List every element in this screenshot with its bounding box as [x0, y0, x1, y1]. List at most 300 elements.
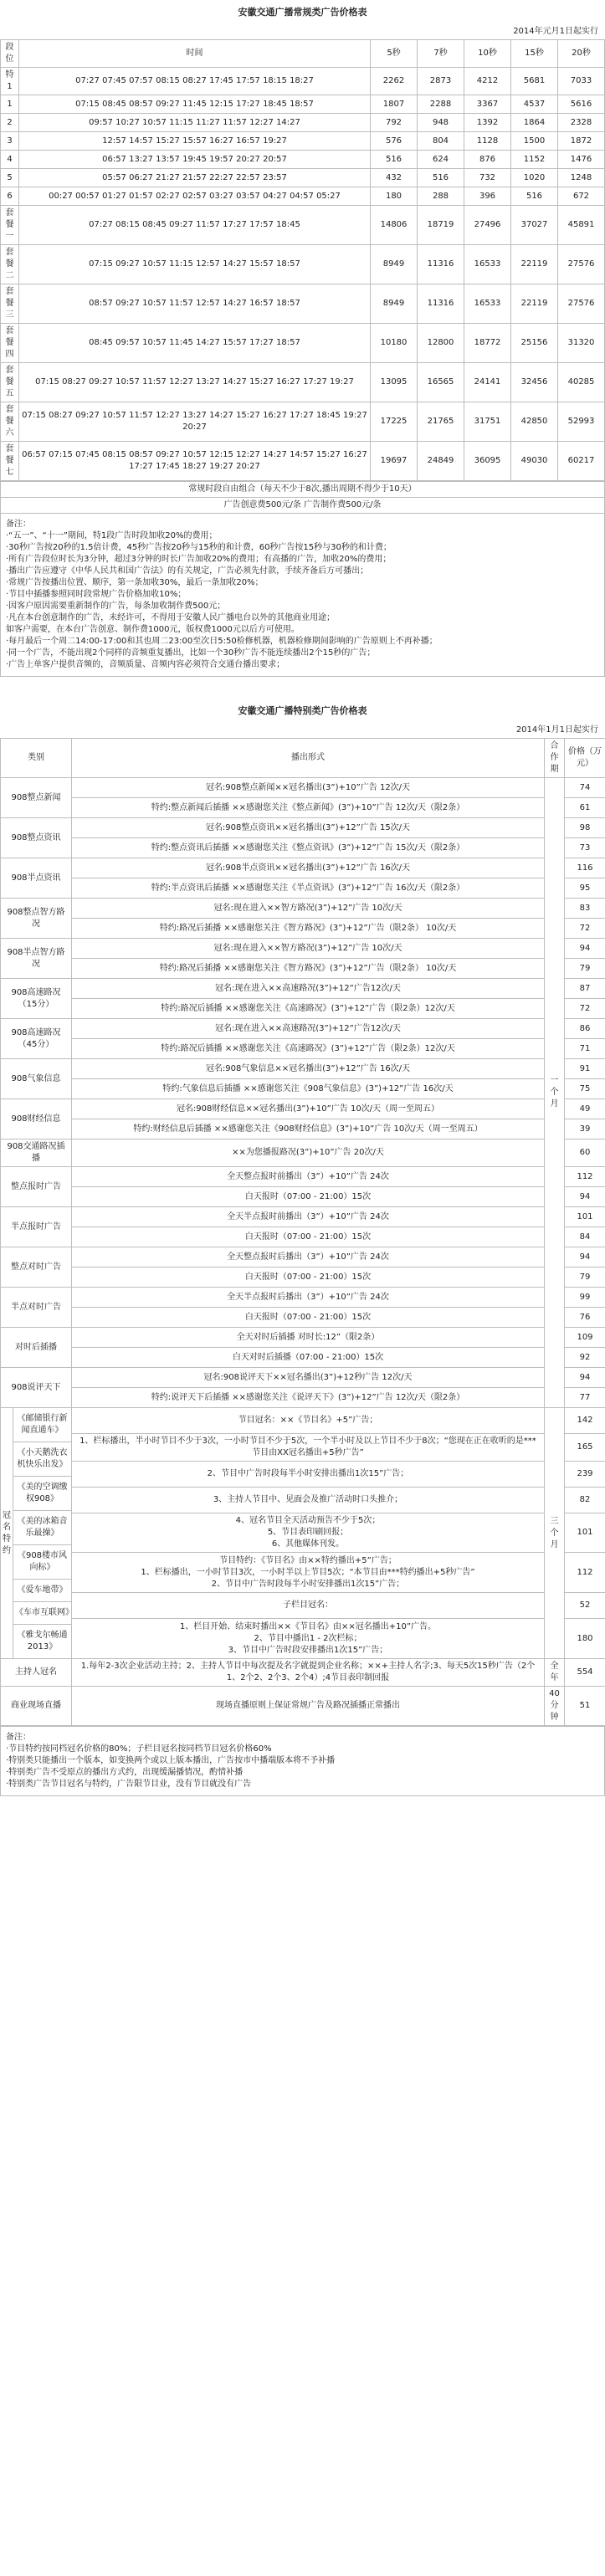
note-line: 备注：	[6, 520, 31, 529]
table-row	[1, 1268, 605, 1288]
naming-form-cell	[72, 1553, 545, 1593]
form-cell: 特约:整点资讯后插播 ××感谢您关注《整点资讯》(3”)+12”广告 15次/天（限2条）	[72, 838, 545, 858]
price-cell: 61	[565, 798, 605, 818]
form-cell: 白天对时后插播（07:00 - 21:00）15次	[72, 1348, 545, 1368]
price-cell: 94	[565, 939, 605, 959]
price-cell: 1872	[558, 132, 605, 151]
price-cell: 109	[565, 1328, 605, 1348]
price-cell: 101	[565, 1207, 605, 1227]
price-cell: 165	[565, 1433, 605, 1462]
time-cell: 07:15 08:27 09:27 10:57 11:57 12:27 13:27 14:27 15:27 16:27 17:27 19:27	[19, 363, 371, 402]
price-cell: 5616	[558, 95, 605, 114]
segment-cell: 套餐一	[1, 206, 19, 245]
price-cell: 180	[565, 1619, 605, 1659]
form-cell: 特约:财经信息后插播 ××感谢您关注《908财经信息》(3”)+10”广告 10次/天（周一至周五）	[72, 1119, 545, 1139]
table-row	[1, 979, 605, 999]
price-cell: 31320	[558, 324, 605, 363]
time-cell: 07:15 09:27 10:57 11:15 12:57 14:27 15:57 18:57	[19, 245, 371, 284]
category-cell: 908说评天下	[1, 1368, 72, 1408]
table-row	[1, 1227, 605, 1247]
price-cell: 18719	[418, 206, 464, 245]
form-cell: 全天整点报时前播出（3”）+10”广告 24次	[72, 1167, 545, 1187]
form-cell: 全天对时后插播 对时长:12”（限2条）	[72, 1328, 545, 1348]
price-cell: 17225	[371, 402, 418, 442]
table-header-row	[1, 739, 605, 778]
segment-cell: 套餐三	[1, 284, 19, 324]
notes-block	[1, 514, 605, 677]
price-cell: 13095	[371, 363, 418, 402]
naming-program: 《爱车地带》	[13, 1580, 71, 1602]
category-cell: 商业现场直播	[1, 1687, 72, 1726]
price-cell: 2288	[418, 95, 464, 114]
sheet2-title: 安徽交通广播特别类广告价格表	[238, 705, 367, 716]
table-row	[1, 1039, 605, 1059]
duration-cell: 40分钟	[545, 1687, 565, 1726]
table-row	[1, 1187, 605, 1207]
price-cell: 79	[565, 959, 605, 979]
naming-form-cell	[72, 1408, 545, 1434]
note-line: ·节目中插播参照同时段常规广告价格加收10%；	[6, 590, 187, 599]
category-cell: 半点对时广告	[1, 1288, 72, 1328]
form-line: 1、栏目开始、结束时播出××《节目名》由××冠名播出+10”广告。	[179, 1621, 437, 1631]
duration-cell: 三个月	[545, 1408, 565, 1659]
price-cell: 91	[565, 1059, 605, 1079]
price-cell: 95	[565, 878, 605, 899]
price-cell: 31751	[464, 402, 511, 442]
form-cell: 1.每年2-3次企业活动主持；2、主持人节目中每次提及名字就提到企业名称；××+主持人名字;3、每天5次15秒广告（2个1、2个2、2个3、2个4）;4节目表印制回报	[72, 1659, 545, 1687]
price-cell: 288	[418, 187, 464, 206]
price-cell: 11316	[418, 284, 464, 324]
price-cell: 25156	[511, 324, 558, 363]
table-row	[1, 284, 605, 324]
table-row	[1, 1167, 605, 1187]
price-cell: 112	[565, 1167, 605, 1187]
form-cell: 特约:整点新闻后插播 ××感谢您关注《整点新闻》(3”)+10”广告 12次/天（限2条）	[72, 798, 545, 818]
price-cell: 876	[464, 151, 511, 169]
time-cell: 07:27 07:45 07:57 08:15 08:27 17:45 17:57 18:15 18:27	[19, 68, 371, 95]
segment-cell: 1	[1, 95, 19, 114]
naming-program: 《美的冰箱音乐最操》	[13, 1511, 71, 1545]
sheet1-date: 2014年元月1日起实行	[513, 27, 598, 36]
price-cell: 10180	[371, 324, 418, 363]
price-cell: 2873	[418, 68, 464, 95]
price-cell: 98	[565, 818, 605, 838]
price-cell: 112	[565, 1553, 605, 1593]
price-cell: 7033	[558, 68, 605, 95]
price-cell: 4537	[511, 95, 558, 114]
note-line: ·30秒广告按20秒的1.5倍计费，45秒广告按20秒与15秒的和计费，60秒广告按15秒与30秒的和计费；	[6, 543, 392, 552]
form-cell: 白天报时（07:00 - 21:00）15次	[72, 1227, 545, 1247]
price-cell: 516	[371, 151, 418, 169]
price-cell: 22119	[511, 245, 558, 284]
form-cell: 特约:半点资讯后插播 ××感谢您关注《半点资讯》(3”)+12”广告 16次/天（限2条）	[72, 878, 545, 899]
price-cell: 72	[565, 919, 605, 939]
special-price-table	[0, 738, 605, 1726]
table-row	[1, 1079, 605, 1099]
table-row	[1, 1119, 605, 1139]
header-duration: 合作期	[545, 739, 565, 778]
time-cell: 08:45 09:57 10:57 11:45 14:27 15:57 17:27 18:57	[19, 324, 371, 363]
time-cell: 00:27 00:57 01:27 01:57 02:27 02:57 03:27 03:57 04:27 04:57 05:27	[19, 187, 371, 206]
price-cell: 52	[565, 1593, 605, 1619]
note-line: ·广告上单客户提供音频的，音频质量、音频内容必须符合交通台播出要求；	[6, 660, 285, 669]
table-row	[1, 1139, 605, 1167]
note-line: ·每月最后一个周二14:00-17:00和其也周二23:00至次日5:50检修机器，机器检修期间影响的广告原则上不再补播；	[6, 637, 438, 646]
table-row	[1, 1099, 605, 1119]
header-form: 播出形式	[72, 739, 545, 778]
price-cell: 49030	[511, 442, 558, 481]
price-cell: 36095	[464, 442, 511, 481]
price-cell: 101	[565, 1513, 605, 1553]
price-cell: 40285	[558, 363, 605, 402]
header-5s: 5秒	[371, 40, 418, 68]
note-line: ·同一个广告，不能出现2个同样的音频重复播出，比如一个30秒广告不能连续播出2个15秒的广告；	[6, 648, 376, 658]
table-row	[1, 114, 605, 132]
naming-form-cell	[72, 1462, 545, 1488]
note-line: ·所有广告段位时长为3分钟，超过3分钟的时长广告加收20%的费用；有高播的广告，加收20%的费用；	[6, 555, 392, 564]
naming-program: 《小天鹅洗衣机快乐出发》	[13, 1442, 71, 1477]
naming-category-cell	[1, 1408, 72, 1659]
price-cell: 37027	[511, 206, 558, 245]
naming-form-cell	[72, 1593, 545, 1619]
naming-form-cell	[72, 1433, 545, 1462]
table-header-row	[1, 40, 605, 68]
price-cell: 2262	[371, 68, 418, 95]
form-line: 2、节目中播出1 - 2次栏标；	[254, 1633, 362, 1643]
form-line: 4、冠名节目全天活动预告不少于5次；	[235, 1515, 381, 1525]
segment-cell: 4	[1, 151, 19, 169]
note-line: ·凡在本台创意制作的广告，未经许可，不得用于安徽人民广播电台以外的其他商业用途；	[6, 613, 336, 622]
table-row	[1, 363, 605, 402]
time-cell: 07:27 08:15 08:45 09:27 11:57 17:27 17:57 18:45	[19, 206, 371, 245]
form-line: 2、节目中广告时段每半小时安排出播出1次15”广告；	[207, 1469, 409, 1479]
price-cell: 672	[558, 187, 605, 206]
naming-program: 《美的空调缴权908》	[13, 1477, 71, 1511]
naming-row	[1, 1462, 605, 1488]
category-cell: 对时后插播	[1, 1328, 72, 1368]
form-cell: 全天半点报时后播出（3”）+10”广告 24次	[72, 1288, 545, 1308]
form-cell: 冠名:908气象信息××冠名播出(3”)+12”广告 16次/天	[72, 1059, 545, 1079]
price-cell: 1392	[464, 114, 511, 132]
price-cell: 60	[565, 1139, 605, 1167]
naming-program-list	[13, 1408, 74, 1658]
price-cell: 51	[565, 1687, 605, 1726]
segment-cell: 2	[1, 114, 19, 132]
price-cell: 8949	[371, 245, 418, 284]
form-cell: 全天半点报时前播出（3”）+10”广告 24次	[72, 1207, 545, 1227]
price-cell: 83	[565, 899, 605, 919]
price-cell: 92	[565, 1348, 605, 1368]
price-cell: 84	[565, 1227, 605, 1247]
price-cell: 116	[565, 858, 605, 878]
form-cell: 特约:路况后插播 ××感谢您关注《智方路况》(3”)+12”广告（限2条） 10次/天	[72, 919, 545, 939]
price-cell: 732	[464, 169, 511, 187]
price-cell: 142	[565, 1408, 605, 1434]
table-row	[1, 1368, 605, 1388]
table-row	[1, 442, 605, 481]
table-row	[1, 169, 605, 187]
price-cell: 39	[565, 1119, 605, 1139]
form-line: 1、栏标播出，一小时节目3次，一小时半以上节目5次；“本节目由***特约播出+5秒广告”	[141, 1567, 475, 1577]
price-cell: 576	[371, 132, 418, 151]
form-cell: 白天报时（07:00 - 21:00）15次	[72, 1308, 545, 1328]
price-cell: 554	[565, 1659, 605, 1687]
sheet-special-prices	[0, 699, 605, 1796]
form-cell: 冠名:现在进入××高速路况(3”)+12”广告12次/天	[72, 979, 545, 999]
category-cell: 908气象信息	[1, 1059, 72, 1099]
price-cell: 5681	[511, 68, 558, 95]
price-cell: 27576	[558, 284, 605, 324]
naming-form-cell	[72, 1513, 545, 1553]
naming-label: 冠名特约	[1, 1408, 13, 1658]
price-cell: 82	[565, 1487, 605, 1513]
price-cell: 24849	[418, 442, 464, 481]
price-cell: 948	[418, 114, 464, 132]
note-line: ·特别类只能播出一个版本，如变换两个或以上版本播出，广告按市中播端版本将不予补播	[6, 1756, 336, 1765]
note-line: ·因客户原因需要重新制作的广告，每条加收制作费500元；	[6, 602, 226, 611]
combo-note: 常规时段自由组合（每天不少于8次,播出周期不得少于10天）	[1, 482, 605, 498]
price-cell: 87	[565, 979, 605, 999]
form-cell: 白天报时（07:00 - 21:00）15次	[72, 1187, 545, 1207]
segment-cell: 6	[1, 187, 19, 206]
price-cell: 94	[565, 1187, 605, 1207]
price-cell: 624	[418, 151, 464, 169]
table-row	[1, 919, 605, 939]
naming-program: 《雅戈尔畅通2013》	[17, 1631, 68, 1652]
price-cell: 42850	[511, 402, 558, 442]
form-line: 子栏目冠名：	[283, 1600, 333, 1611]
form-cell: 特约:路况后插播 ××感谢您关注《高速路况》(3”)+12”广告（限2条）12次/天	[72, 1039, 545, 1059]
price-cell: 14806	[371, 206, 418, 245]
price-cell: 99	[565, 1288, 605, 1308]
price-cell: 19697	[371, 442, 418, 481]
table-row	[1, 959, 605, 979]
price-cell: 516	[511, 187, 558, 206]
category-cell: 主持人冠名	[1, 1659, 72, 1687]
form-cell: 白天报时（07:00 - 21:00）15次	[72, 1268, 545, 1288]
price-cell: 94	[565, 1368, 605, 1388]
naming-row	[1, 1513, 605, 1553]
naming-row	[1, 1487, 605, 1513]
note-line: ·播出广告应遵守《中华人民共和国广告法》的有关规定，广告必须先付款，手续齐备后方可播出；	[6, 566, 369, 576]
header-segment: 段位	[1, 40, 19, 68]
table-row	[1, 778, 605, 798]
price-cell: 60217	[558, 442, 605, 481]
price-cell: 4212	[464, 68, 511, 95]
header-10s: 10秒	[464, 40, 511, 68]
notes-block	[1, 1727, 605, 1796]
price-cell: 71	[565, 1039, 605, 1059]
price-cell: 32456	[511, 363, 558, 402]
category-cell: 908高速路况（45分）	[1, 1019, 72, 1059]
form-cell: 特约:路况后插播 ××感谢您关注《智方路况》(3”)+12”广告（限2条） 10次/天	[72, 959, 545, 979]
time-cell: 05:57 06:27 21:27 21:57 22:27 22:57 23:57	[19, 169, 371, 187]
form-cell: 冠名:现在进入××高速路况(3”)+12”广告12次/天	[72, 1019, 545, 1039]
special-notes-table	[0, 1726, 605, 1796]
table-row	[1, 245, 605, 284]
price-cell: 1476	[558, 151, 605, 169]
time-cell: 07:15 08:27 09:27 10:57 11:57 12:27 13:27 14:27 15:27 16:27 17:27 18:45 19:27 20:27	[19, 402, 371, 442]
price-cell: 86	[565, 1019, 605, 1039]
price-cell: 804	[418, 132, 464, 151]
price-cell: 16533	[464, 245, 511, 284]
price-cell: 16533	[464, 284, 511, 324]
price-cell: 2328	[558, 114, 605, 132]
note-line: ·特别类广告节目冠名与特约，广告限节目业，没有节目就没有广告	[6, 1780, 252, 1789]
segment-cell: 套餐六	[1, 402, 19, 442]
table-row	[1, 858, 605, 878]
table-row	[1, 939, 605, 959]
form-cell: 冠名:908财经信息××冠名播出(3”)+10”广告 10次/天（周一至周五）	[72, 1099, 545, 1119]
note-line: ·常规广告按播出位置、顺序，第一条加收30%，最后一条加收20%；	[6, 578, 264, 587]
header-time: 时间	[19, 40, 371, 68]
form-cell: 冠名:908整点资讯××冠名播出(3”)+12”广告 15次/天	[72, 818, 545, 838]
table-row	[1, 899, 605, 919]
price-cell: 792	[371, 114, 418, 132]
form-cell: 现场直播原则上保证常规广告及路况插播正常播出	[72, 1687, 545, 1726]
price-cell: 1500	[511, 132, 558, 151]
price-cell: 75	[565, 1079, 605, 1099]
price-cell: 3367	[464, 95, 511, 114]
naming-row	[1, 1433, 605, 1462]
time-cell: 09:57 10:27 10:57 11:15 11:27 11:57 12:27 14:27	[19, 114, 371, 132]
header-price: 价格（万元）	[565, 739, 605, 778]
fee-note: 广告创意费500元/条 广告制作费500元/条	[1, 498, 605, 514]
form-cell: ××为您播报路况(3”)+10”广告 20次/天	[72, 1139, 545, 1167]
price-cell: 396	[464, 187, 511, 206]
duration-cell: 全年	[545, 1659, 565, 1687]
category-cell: 908整点智方路况	[1, 899, 72, 939]
segment-cell: 3	[1, 132, 19, 151]
table-row	[1, 999, 605, 1019]
form-cell: 特约:气象信息后插播 ××感谢您关注《908气象信息》(3”)+12”广告 16次/天	[72, 1079, 545, 1099]
naming-row	[1, 1553, 605, 1593]
time-cell: 08:57 09:27 10:57 11:57 12:57 14:27 16:57 18:57	[19, 284, 371, 324]
segment-cell: 套餐七	[1, 442, 19, 481]
price-cell: 52993	[558, 402, 605, 442]
table-row	[1, 68, 605, 95]
table-row	[1, 838, 605, 858]
price-cell: 27576	[558, 245, 605, 284]
time-cell: 12:57 14:57 15:27 15:57 16:27 16:57 19:27	[19, 132, 371, 151]
price-cell: 8949	[371, 284, 418, 324]
category-cell: 908半点资讯	[1, 858, 72, 899]
form-line: 3、节目中广告时段安排播出1次15”广告；	[228, 1645, 388, 1655]
header-15s: 15秒	[511, 40, 558, 68]
form-cell: 特约:说评天下后插播 ××感谢您关注《说评天下》(3”)+12”广告 12次/天（限2条）	[72, 1388, 545, 1408]
naming-program: 《908楼市风向标》	[13, 1545, 71, 1580]
regular-price-table	[0, 39, 605, 481]
table-row	[1, 95, 605, 114]
price-cell: 516	[418, 169, 464, 187]
price-cell: 72	[565, 999, 605, 1019]
category-cell: 908整点新闻	[1, 778, 72, 818]
table-row	[1, 798, 605, 818]
segment-cell: 套餐四	[1, 324, 19, 363]
note-line: ·节目特约按同档冠名价格的80%；子栏目冠名按同档节目冠名价格60%	[6, 1744, 272, 1754]
header-category: 类别	[1, 739, 72, 778]
sheet2-date: 2014年1月1日起实行	[515, 725, 598, 735]
form-cell: 冠名:现在进入××智方路况(3”)+12”广告 10次/天	[72, 899, 545, 919]
note-line: ·“五一”、“十一”期间，特1段广告时段加收20%的费用；	[6, 531, 218, 540]
table-row	[1, 1388, 605, 1408]
category-cell: 908交通路况插播	[1, 1139, 72, 1167]
form-cell: 冠名:908说评天下××冠名播出(3”)+12秒广告 12次/天	[72, 1368, 545, 1388]
table-row	[1, 324, 605, 363]
note-line: 如客户需要，在本台广告创意、制作费1000元，版权费1000元以后方可使用。	[6, 625, 300, 634]
form-cell: 全天整点报时后播出（3”）+10”广告 24次	[72, 1247, 545, 1268]
price-cell: 16565	[418, 363, 464, 402]
price-cell: 18772	[464, 324, 511, 363]
table-row	[1, 402, 605, 442]
price-cell: 77	[565, 1388, 605, 1408]
segment-cell: 套餐五	[1, 363, 19, 402]
host-row	[1, 1659, 605, 1687]
price-cell: 11316	[418, 245, 464, 284]
price-cell: 1864	[511, 114, 558, 132]
form-cell: 冠名:908半点资讯××冠名播出(3”)+12”广告 16次/天	[72, 858, 545, 878]
price-cell: 432	[371, 169, 418, 187]
form-line: 3、主持人节目中、见面会及推广活动时口头推介；	[213, 1494, 403, 1504]
price-cell: 27496	[464, 206, 511, 245]
header-7s: 7秒	[418, 40, 464, 68]
price-cell: 1152	[511, 151, 558, 169]
table-row	[1, 1247, 605, 1268]
live-row	[1, 1687, 605, 1726]
price-cell: 239	[565, 1462, 605, 1488]
duration-cell: 一个月	[545, 778, 565, 1408]
category-cell: 908半点智方路况	[1, 939, 72, 979]
price-cell: 73	[565, 838, 605, 858]
price-cell: 76	[565, 1308, 605, 1328]
table-row	[1, 1308, 605, 1328]
table-row	[1, 818, 605, 838]
time-cell: 06:57 13:27 13:57 19:45 19:57 20:27 20:57	[19, 151, 371, 169]
form-cell: 冠名:908整点新闻××冠名播出(3”)+10”广告 12次/天	[72, 778, 545, 798]
segment-cell: 特1	[1, 68, 19, 95]
naming-program: 《邮储银行新闻直通车》	[13, 1408, 71, 1442]
form-line: 1、栏标播出，半小时节目不少于3次，一小时节目不少于5次，一个半小时及以上节目不少于8次；“您现在正在收听的是*** 节目由XX冠名播出+5秒广告”	[79, 1436, 536, 1457]
form-line: 5、节目表印刷回报；	[267, 1527, 349, 1537]
table-row	[1, 187, 605, 206]
price-cell: 74	[565, 778, 605, 798]
table-row	[1, 206, 605, 245]
price-cell: 1128	[464, 132, 511, 151]
price-cell: 21765	[418, 402, 464, 442]
form-line: 节目特约：《节目名》由××特约播出+5”广告；	[219, 1555, 397, 1565]
price-cell: 22119	[511, 284, 558, 324]
table-row	[1, 1019, 605, 1039]
form-line: 6、其他媒体刊发。	[271, 1539, 345, 1549]
table-row	[1, 1207, 605, 1227]
price-cell: 1807	[371, 95, 418, 114]
naming-row	[1, 1408, 605, 1434]
segment-cell: 5	[1, 169, 19, 187]
header-20s: 20秒	[558, 40, 605, 68]
price-cell: 1020	[511, 169, 558, 187]
time-cell: 07:15 08:45 08:57 09:27 11:45 12:15 17:27 18:45 18:57	[19, 95, 371, 114]
category-cell: 908财经信息	[1, 1099, 72, 1139]
table-row	[1, 1348, 605, 1368]
naming-row	[1, 1593, 605, 1619]
category-cell: 整点报时广告	[1, 1167, 72, 1207]
naming-form-cell	[72, 1619, 545, 1659]
form-line: 2、节目中广告时段每半小时安排播出1次15”广告；	[211, 1579, 405, 1589]
table-row	[1, 1328, 605, 1348]
table-row	[1, 1288, 605, 1308]
segment-cell: 套餐二	[1, 245, 19, 284]
note-line: 备注：	[6, 1733, 31, 1742]
